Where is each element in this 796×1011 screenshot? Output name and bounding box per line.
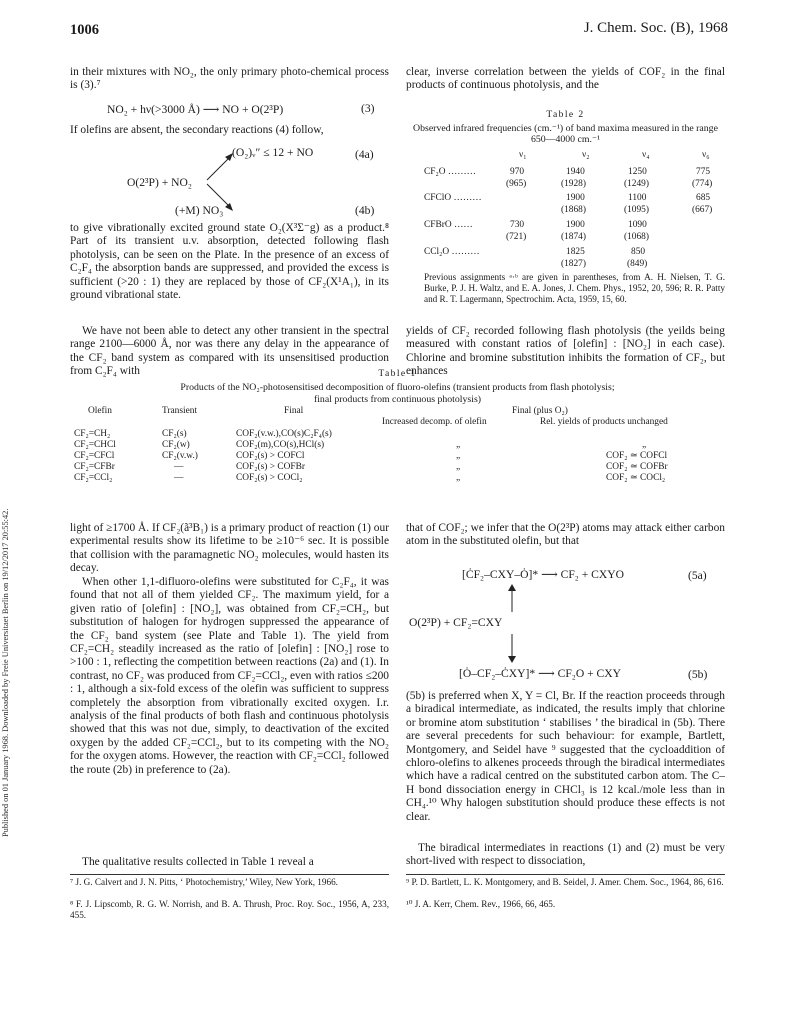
footnote-10: ¹⁰ J. A. Kerr, Chem. Rev., 1966, 66, 465.	[406, 899, 556, 909]
table-2-cell: 775	[696, 167, 711, 177]
table-1-increased: „	[456, 473, 461, 483]
table-1-transient: —	[174, 462, 184, 472]
table-1-olefin: CF₂=CFBr	[74, 462, 115, 472]
footnote-8: ⁸ F. J. Lipscomb, R. G. W. Norrish, and B. A. Thrush, Proc. Roy. Soc., 1956, A, 233, 455.	[70, 899, 389, 920]
right-para-4: (5b) is preferred when X, Y = Cl, Br. If the reaction proceeds through a biradical intermediate, as indicated, the results imply that chlorine or bromine atom substitution ‘ stabilises ’ the biradical in (5b). There are several precedents for such behaviour: for example, Bartlett, Montgomery, and Seidel have ⁹ suggested that the cycloaddition of chloro-olefins to alkenes proceeds through the biradical intermediates which have a radical centred on the substituted carbon atom. The C–H bond dissociation energy in CHCl₃ is 12 kcal./mole less than in CH₄.¹⁰ Why halogen substitution should produce these effects is not clear.	[406, 690, 725, 823]
table-1-transient: —	[174, 473, 184, 483]
equation-5a: [ĊF₂–CXY–Ȯ]* ⟶ CF₂ + CXYO	[462, 568, 625, 581]
table-2-title: Table 2	[546, 109, 585, 120]
right-para-3: that of COF₂; we infer that the O(2³P) atoms may attack either carbon atom in the substituted olefin, but that	[406, 522, 725, 548]
table-2-cell: (1827)	[561, 259, 586, 269]
table-2-cell: 1900	[566, 193, 585, 203]
table-2-header-v2: ν₂	[582, 150, 590, 160]
table-2-cell: 1940	[566, 167, 585, 177]
left-para-3: to give vibrationally excited ground state O₂(X³Σ⁻g) as a product.⁸ Part of its transient u.v. absorption, detected following flash photolysis, can be seen on the Plate. In the presence of an excess of C₂F₄ the absorption bands are suppressed, and provided the excess is sufficient (>20 : 1) they are replaced by those of CF₂(X¹A₁), in its ground vibrational state.	[70, 222, 389, 302]
table-2-cell: (774)	[692, 179, 713, 189]
equation-4b-number: (4b)	[355, 204, 375, 217]
download-notice	[0, 182, 14, 837]
journal-header: J. Chem. Soc. (B), 1968	[583, 20, 728, 36]
left-para-5: light of ≥1700 Å. If CF₂(ã³B₁) is a primary product of reaction (1) our experimental results show its lifetime to be ≥10⁻⁶ sec. It is possible that collision with the paramagnetic NO₂ molecules, would hasten its decay.	[70, 522, 389, 575]
table-1-final: COF₂(m),CO(s),HCl(s)	[236, 440, 325, 450]
table-2-cell: (849)	[627, 259, 648, 269]
table-2-note: Previous assignments ᵃ·ᵇ are given in parentheses, from A. H. Nielsen, T. G. Burke, P. J. H. Waltz, and E. A. Jones, J. Chem. Phys., 1952, 20, 596; R. R. Patty and R. T. Lagermann, Spectrochim. Acta, 1959, 15, 60.	[424, 272, 725, 305]
table-2-cell: 1900	[566, 220, 585, 230]
table-1-transient: CF₂(v.w.)	[162, 451, 198, 461]
table-1-header-final: Final	[284, 406, 304, 416]
table-2-cell: 850	[631, 247, 646, 257]
table-2-header-v6: ν₆	[702, 150, 710, 160]
equation-4b: (+M) NO₃	[175, 204, 224, 217]
table-1-header-final-o2: Final (plus O₂)	[512, 406, 568, 416]
table-2-cell: 730	[510, 220, 525, 230]
right-para-5: The biradical intermediates in reactions (1) and (2) must be very short-lived with respect to dissociation,	[406, 842, 725, 868]
table-2	[424, 150, 724, 270]
left-para-6: When other 1,1-difluoro-olefins were substituted for C₂F₄, it was found that not all of them yielded CF₂. The maximum yield, for a given ratio of [olefin] : [NO₂], was obtained from CF₂=CH₂, but substitution of halogen for hydrogen suppressed the appearance of the CF₂ band system (see Plate and Table 1). The yield from CF₂=CH₂ steadily increased as the ratio of [olefin] : [NO₂] rose to >100 : 1, reflecting the competition between reactions (2a) and (1). In contrast, no CF₂ was produced from CF₂=CCl₂, even with ratios ≤200 : 1, although a six-fold excess of the olefin was sufficient to suppress completely the absorption from vibrationally excited oxygen. I.r. analysis of the final products of both flash and continuous photolysis showed that this was not due, simply, to deactivation of the excited oxygen by the added CF₂=CCl₂, but to its competing with the NO₂ for the oxygen atoms. However, the reaction with CF₂=CCl₂ followed the route (2b) in preference to (2a).	[70, 576, 389, 776]
equation-3: NO₂ + hν(>3000 Å) ⟶ NO + O(2³P)	[107, 103, 284, 116]
table-2-row-name: CFBrO ……	[424, 220, 473, 230]
table-1-olefin: CF₂=CFCl	[74, 451, 115, 461]
table-2-cell: (1928)	[561, 179, 586, 189]
table-1-increased: „	[456, 462, 461, 472]
table-2-cell: (1874)	[561, 232, 586, 242]
equation-3-number: (3)	[361, 102, 375, 115]
table-1-final: COF₂(s) > COFCl	[236, 451, 305, 461]
table-2-cell: 1090	[628, 220, 647, 230]
table-2-row-name: CFClO ………	[424, 193, 482, 203]
table-2-cell: (1249)	[624, 179, 649, 189]
table-2-cell: (1068)	[624, 232, 649, 242]
table-1-final: COF₂(v.w.),CO(s)C₂F₄(s)	[236, 429, 332, 439]
table-1	[74, 406, 726, 488]
left-para-7: The qualitative results collected in Table 1 reveal a	[82, 856, 314, 868]
table-2-caption: Observed infrared frequencies (cm.⁻¹) of band maxima measured in the range 650—4000 cm.⁻¹	[413, 123, 718, 146]
table-1-title: Table 1	[378, 368, 417, 379]
left-para-4: We have not been able to detect any other transient in the spectral range 2100—6000 Å, nor was there any delay in the appearance of the CF₂ band system as compared with its unsensitised production from C₂F₄ with	[70, 325, 389, 378]
table-1-header-transient: Transient	[162, 406, 198, 416]
left-para-1: in their mixtures with NO₂, the only primary photo-chemical process is (3).⁷	[70, 66, 389, 92]
equation-5-reactants: O(2³P) + CF₂=CXY	[409, 616, 503, 629]
table-1-relative: COF₂ ≃ COFCl	[606, 451, 668, 461]
table-1-final: COF₂(s) > COCl₂	[236, 473, 303, 483]
table-1-header-increased: Increased decomp. of olefin	[382, 417, 487, 427]
download-notice-text: Published on 01 January 1968. Downloaded by Freie Universitaet Berlin on 19/12/2017 20:55:42.	[1, 508, 10, 837]
equation-4-reactants: O(2³P) + NO₂	[127, 176, 192, 189]
table-2-cell: (965)	[506, 179, 527, 189]
table-2-cell: 970	[510, 167, 525, 177]
page-number: 1006	[70, 22, 99, 38]
table-1-olefin: CF₂=CHCl	[74, 440, 116, 450]
table-1-final: COF₂(s) > COFBr	[236, 462, 305, 472]
equation-5a-arrow	[505, 582, 519, 614]
left-para-2: If olefins are absent, the secondary reactions (4) follow,	[70, 124, 324, 136]
table-2-cell: (1095)	[624, 205, 649, 215]
table-2-header-v1: ν₁	[519, 150, 527, 160]
table-2-header-v4: ν₄	[642, 150, 650, 160]
equation-5a-number: (5a)	[688, 569, 707, 582]
table-1-transient: CF₂(s)	[162, 429, 187, 439]
table-1-header-relative: Rel. yields of products unchanged	[540, 417, 668, 427]
table-1-relative: COF₂ ≃ COCl₂	[606, 473, 666, 483]
footnote-9: ⁹ P. D. Bartlett, L. K. Montgomery, and B. Seidel, J. Amer. Chem. Soc., 1964, 86, 616.	[406, 874, 725, 888]
table-2-cell: (667)	[692, 205, 713, 215]
table-1-increased: „	[456, 451, 461, 461]
table-2-cell: 1100	[628, 193, 647, 203]
table-1-header-olefin: Olefin	[88, 406, 112, 416]
table-1-olefin: CF₂=CH₂	[74, 429, 111, 439]
equation-4a: (O₂)ᵥ″ ≤ 12 + NO	[232, 146, 314, 159]
table-2-cell: (721)	[506, 232, 527, 242]
equation-5b: [Ȯ–CF₂–ĊXY]* ⟶ CF₂O + CXY	[459, 667, 622, 680]
equation-4-arrows	[205, 150, 235, 212]
table-2-row-name: CCl₂O ………	[424, 247, 480, 257]
right-para-2: yields of CF₂ recorded following flash photolysis (the yeilds being measured with constant ratios of [olefin] : [NO₂] in each case). Chlorine and bromine substitution inhibits the formation of CF₂, but enhances	[406, 325, 725, 378]
equation-4a-number: (4a)	[355, 148, 374, 161]
footnote-7: ⁷ J. G. Calvert and J. N. Pitts, ‘ Photochemistry,’ Wiley, New York, 1966.	[70, 874, 389, 888]
equation-5b-number: (5b)	[688, 668, 708, 681]
table-1-transient: CF₂(w)	[162, 440, 190, 450]
table-2-cell: 685	[696, 193, 711, 203]
table-1-relative: COF₂ ≃ COFBr	[606, 462, 668, 472]
table-1-olefin: CF₂=CCl₂	[74, 473, 113, 483]
right-para-1: clear, inverse correlation between the yields of COF₂ in the final products of continuous photolysis, and the	[406, 66, 725, 92]
table-2-cell: (1868)	[561, 205, 586, 215]
table-2-cell: 1250	[628, 167, 647, 177]
equation-5b-arrow	[505, 632, 519, 666]
table-2-row-name: CF₂O ………	[424, 167, 476, 177]
table-1-increased: „	[456, 440, 461, 450]
table-1-caption-line-1: Products of the NO₂-photosensitised decomposition of fluoro-olefins (transient products from flash photolysis;	[180, 382, 615, 393]
table-1-relative: „	[642, 440, 647, 450]
table-1-caption-line-2: final products from continuous photolysis)	[313, 394, 482, 405]
table-2-cell: 1825	[566, 247, 585, 257]
